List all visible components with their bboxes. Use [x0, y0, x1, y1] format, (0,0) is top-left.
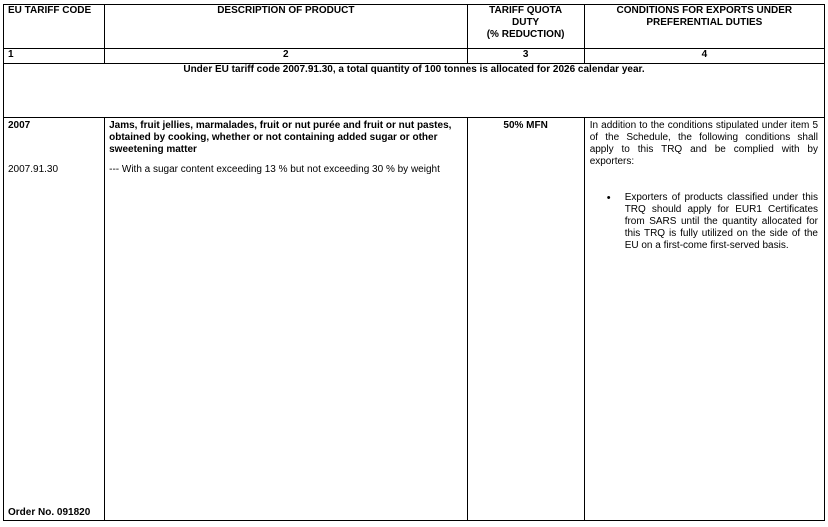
header-eu-tariff-code: EU TARIFF CODE [4, 5, 105, 49]
column-number-2: 2 [105, 49, 467, 64]
header-tariff-quota-duty [467, 5, 584, 49]
description-cell [105, 118, 467, 521]
header-description: DESCRIPTION OF PRODUCT [105, 5, 467, 49]
heading-description: Jams, fruit jellies, marmalades, fruit or nut purée and fruit or nut pastes, obtained by cooking, whether or not containing added sugar or other sweetening matter [109, 120, 452, 155]
order-number: Order No. 091820 [8, 507, 91, 518]
allocation-note: Under EU tariff code 2007.91.30, a total quantity of 100 tonnes is allocated for 2026 calendar year. [4, 64, 825, 118]
duty-cell [467, 118, 584, 521]
tariff-entry-row [4, 118, 825, 521]
conditions-cell [584, 118, 824, 521]
allocation-note-row [4, 64, 825, 118]
subheading-description: --- With a sugar content exceeding 13 % but not exceeding 30 % by weight [109, 164, 440, 175]
conditions-bullet-text: Exporters of products classified under this TRQ should apply for EUR1 Certificates from SARS until the quantity allocated for this TRQ is fully utilized on the side of the EU on a first-come first-served basis. [624, 192, 818, 251]
subheading-code: 2007.91.30 [8, 164, 59, 175]
header-duty-line1: TARIFF QUOTA [489, 5, 563, 16]
quota-duty-value: 50% MFN [503, 120, 548, 131]
header-duty-line3: (% REDUCTION) [486, 29, 565, 40]
header-conditions-line1: CONDITIONS FOR EXPORTS UNDER [616, 5, 793, 16]
column-number-1: 1 [4, 49, 105, 64]
header-duty-line2: DUTY [512, 17, 540, 28]
header-conditions [584, 5, 824, 49]
bullet-icon: • [606, 192, 611, 204]
column-number-row [4, 49, 825, 64]
heading-code: 2007 [8, 120, 31, 131]
column-number-3: 3 [467, 49, 584, 64]
column-number-4: 4 [584, 49, 824, 64]
header-row [4, 5, 825, 49]
tariff-table [3, 4, 825, 521]
conditions-bullet-item [585, 168, 824, 252]
header-conditions-line2: PREFERENTIAL DUTIES [646, 17, 763, 28]
tariff-code-cell [4, 118, 105, 521]
conditions-intro: In addition to the conditions stipulated under item 5 of the Schedule, the following conditions shall apply to this TRQ and be complied with by exporters: [589, 120, 818, 167]
